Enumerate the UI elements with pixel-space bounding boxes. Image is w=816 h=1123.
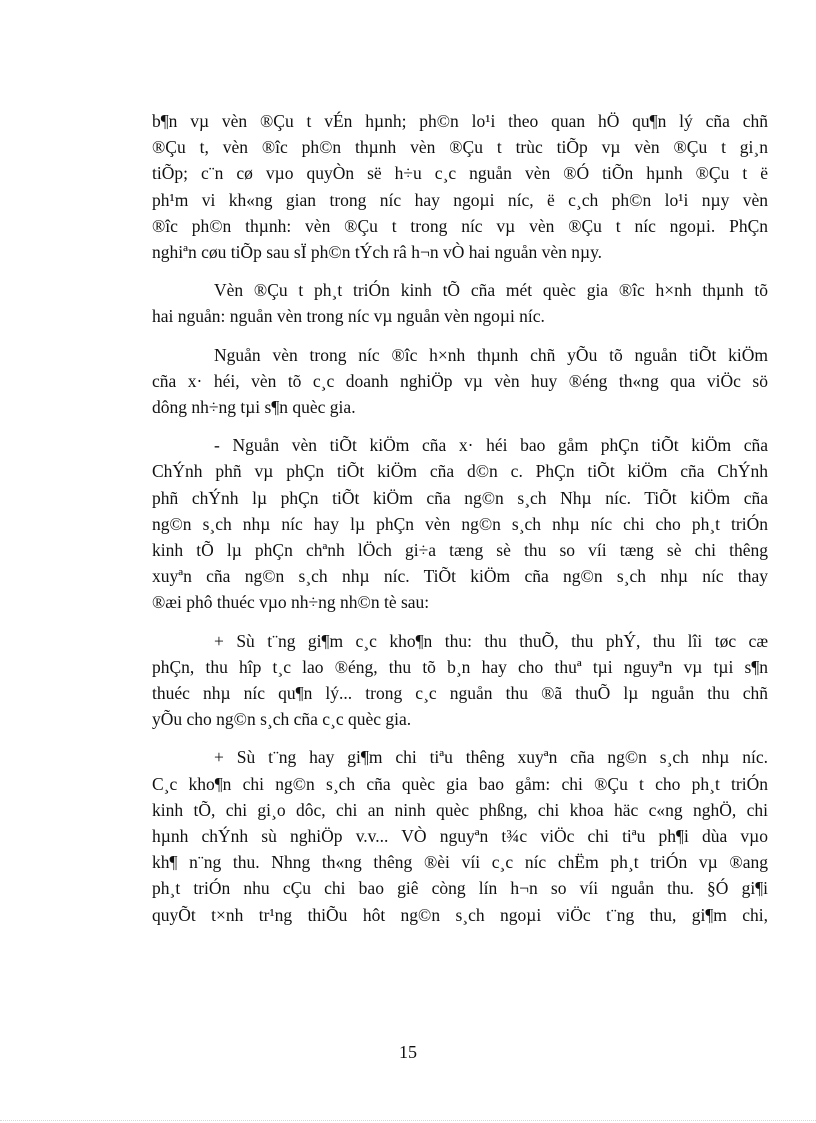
text-line: kinh tÕ, chi gi¸o dôc, chi an ninh quèc phßng, chi khoa häc c«ng nghÖ, chi <box>152 799 768 820</box>
text-line: ph¸t triÓn nhu cÇu chi bao giê còng lín h¬n so víi nguån thu. §Ó gi¶i <box>152 878 768 899</box>
text-line: b¶n vµ vèn ®Çu t vÉn hµnh; ph©n lo¹i theo quan hÖ qu¶n lý cña chñ <box>152 111 768 131</box>
page-number: 15 <box>399 1042 417 1062</box>
text-line: ®îc ph©n thµnh: vèn ®Çu t trong níc vµ vèn ®Çu t níc ngoµi. PhÇn <box>152 215 768 236</box>
text-line: hai nguån: nguån vèn trong níc vµ nguån vèn ngoµi níc. <box>152 306 545 327</box>
text-line: + Sù t¨ng gi¶m c¸c kho¶n thu: thu thuÕ, thu phÝ, thu lîi tøc cæ <box>214 630 768 651</box>
text-line: cña x· héi, vèn tõ c¸c doanh nghiÖp vµ vèn huy ®éng th«ng qua viÖc sö <box>152 370 768 391</box>
text-line: xuyªn cña ng©n s¸ch nhµ níc. TiÕt kiÖm cña ng©n s¸ch nhµ níc thay <box>152 566 768 587</box>
text-line: ®æi phô thuéc vµo nh÷ng nh©n tè sau: <box>152 592 430 613</box>
text-line: kh¶ n¨ng thu. Nhng th«ng thêng ®èi víi c¸c níc chËm ph¸t triÓn vµ ®ang <box>152 852 768 873</box>
text-line: - Nguån vèn tiÕt kiÖm cña x· héi bao gåm phÇn tiÕt kiÖm cña <box>214 435 768 456</box>
text-line: ng©n s¸ch nhµ níc hay lµ phÇn vèn ng©n s¸ch nhµ níc chi cho ph¸t triÓn <box>152 513 768 534</box>
page-bottom-divider <box>0 1120 816 1121</box>
paragraph-3 <box>152 342 768 421</box>
text-line: yÕu cho ng©n s¸ch cña c¸c quèc gia. <box>152 709 412 730</box>
text-line: tiÕp; c¨n cø vµo quyÒn së h÷u c¸c nguån vèn ®Ó tiÕn hµnh ®Çu t ë <box>152 163 768 184</box>
text-line: quyÕt t×nh tr¹ng thiÕu hôt ng©n s¸ch ngoµi viÖc t¨ng thu, gi¶m chi, <box>152 904 768 925</box>
text-line: phÇn, thu hîp t¸c lao ®éng, thu tõ b¸n hay cho thuª tµi nguyªn vµ tµi s¶n <box>152 656 768 677</box>
text-line: Vèn ®Çu t ph¸t triÓn kinh tÕ cña mét quèc gia ®îc h×nh thµnh tõ <box>214 280 768 301</box>
text-line: Nguån vèn trong níc ®îc h×nh thµnh chñ yÕu tõ nguån tiÕt kiÖm <box>214 344 768 365</box>
paragraph-2 <box>152 277 768 329</box>
paragraph-4 <box>152 432 768 615</box>
text-line: phñ chÝnh lµ phÇn tiÕt kiÖm cña ng©n s¸ch Nhµ níc. TiÕt kiÖm cña <box>152 487 768 508</box>
text-line: dông nh÷ng tµi s¶n quèc gia. <box>152 397 356 418</box>
text-line: ®Çu t, vèn ®îc ph©n thµnh vèn ®Çu t trùc tiÕp vµ vèn ®Çu t gi¸n <box>152 137 768 158</box>
text-line: hµnh chÝnh sù nghiÖp v.v... VÒ nguyªn t¾c viÖc chi tiªu ph¶i dùa vµo <box>152 826 768 847</box>
paragraph-1 <box>152 108 768 265</box>
text-line: ph¹m vi kh«ng gian trong níc hay ngoµi níc, ë c¸ch ph©n lo¹i nµy vèn <box>152 189 768 210</box>
text-line: ChÝnh phñ vµ phÇn tiÕt kiÖm cña d©n c. PhÇn tiÕt kiÖm cña ChÝnh <box>152 461 768 482</box>
text-line: kinh tÕ lµ phÇn chªnh lÖch gi÷a tæng sè thu so víi tæng sè chi thêng <box>152 540 768 561</box>
text-line: nghiªn cøu tiÕp sau sÏ ph©n tÝch râ h¬n vÒ hai nguån vèn nµy. <box>152 242 603 263</box>
text-line: + Sù t¨ng hay gi¶m chi tiªu thêng xuyªn cña ng©n s¸ch nhµ níc. <box>214 747 768 768</box>
text-line: C¸c kho¶n chi ng©n s¸ch cña quèc gia bao gåm: chi ®Çu t cho ph¸t triÓn <box>152 773 768 794</box>
paragraph-5 <box>152 628 768 733</box>
body-text <box>152 108 768 940</box>
paragraph-6 <box>152 744 768 927</box>
text-line: thuéc nhµ níc qu¶n lý... trong c¸c nguån thu ®ã thuÕ lµ nguån thu chñ <box>152 683 768 704</box>
